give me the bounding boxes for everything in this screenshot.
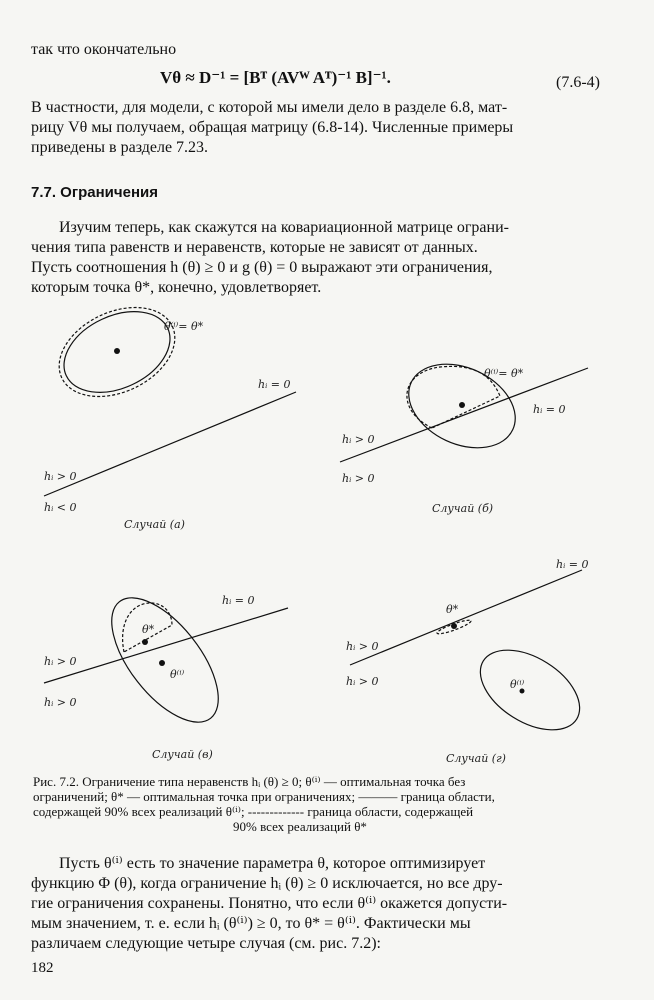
case-label: Случай (г) bbox=[446, 752, 506, 765]
paragraph-line: которым точка θ*, конечно, удовлетворяет. bbox=[31, 279, 322, 296]
paragraph-line: приведены в разделе 7.23. bbox=[31, 139, 209, 156]
theta-constrained-point bbox=[451, 623, 457, 629]
feasible-label: hᵢ > 0 bbox=[346, 640, 379, 653]
caption-line: 90% всех реализаций θ* bbox=[233, 819, 367, 834]
caption-line: ограничений; θ* — оптимальная точка при ограничениях; ——— граница области, bbox=[33, 789, 495, 804]
case-label: Случай (б) bbox=[432, 502, 494, 515]
constraint-line bbox=[350, 570, 582, 665]
paragraph-3 bbox=[31, 854, 605, 954]
infeasible-label: hᵢ < 0 bbox=[44, 501, 77, 514]
caption-line: содержащей 90% всех реализаций θ⁽ⁱ⁾; ------------- граница области, содержащей bbox=[33, 804, 474, 819]
constraint-equal-label: hᵢ = 0 bbox=[258, 378, 291, 391]
theta-optimum-point bbox=[159, 660, 165, 666]
theta-i-label: θ⁽ⁱ⁾ bbox=[510, 678, 525, 691]
feasible-label: hᵢ > 0 bbox=[342, 472, 375, 485]
constraint-equal-label: hᵢ = 0 bbox=[533, 403, 566, 416]
feasible-label: hᵢ > 0 bbox=[44, 655, 77, 668]
paragraph-line: Пусть θ⁽ⁱ⁾ есть то значение параметра θ, которое оптимизирует bbox=[59, 855, 486, 872]
paragraph-line: Изучим теперь, как скажутся на ковариационной матрице ограни- bbox=[59, 219, 509, 236]
feasible-label: hᵢ > 0 bbox=[346, 675, 379, 688]
theta-constrained-point bbox=[142, 639, 148, 645]
figure-caption bbox=[33, 774, 605, 834]
case-label: Случай (а) bbox=[124, 518, 185, 531]
paragraph-line: гие ограничения сохранены. Понятно, что если θ⁽ⁱ⁾ окажется допусти- bbox=[31, 895, 508, 912]
paragraph-line: чения типа равенств и неравенств, которые не зависят от данных. bbox=[31, 239, 478, 256]
paragraph-line: В частности, для модели, с которой мы имели дело в разделе 6.8, мат- bbox=[31, 99, 508, 116]
theta-star-label: θ* bbox=[142, 623, 155, 636]
paragraph-line: Пусть соотношения h (θ) ≥ 0 и g (θ) = 0 выражают эти ограничения, bbox=[31, 259, 493, 276]
section-title: 7.7. Ограничения bbox=[31, 184, 158, 201]
theta-optimum-point bbox=[114, 348, 120, 354]
paragraph-line: мым значением, т. е. если hᵢ (θ⁽ⁱ⁾) ≥ 0, то θ* = θ⁽ⁱ⁾. Фактически мы bbox=[31, 915, 471, 932]
theta-label: θ⁽ⁱ⁾= θ* bbox=[484, 367, 524, 380]
page-number: 182 bbox=[31, 960, 54, 976]
panel-d bbox=[350, 570, 594, 746]
feasible-label: hᵢ > 0 bbox=[44, 470, 77, 483]
theta-star-label: θ* bbox=[446, 603, 459, 616]
constraint-line bbox=[44, 392, 296, 496]
paragraph-line: различаем следующие четыре случая (см. рис. 7.2): bbox=[31, 935, 381, 952]
theta-label: θ⁽ⁱ⁾= θ* bbox=[164, 320, 204, 333]
theta-i-label: θ⁽ⁱ⁾ bbox=[170, 668, 185, 681]
formula-number: (7.6-4) bbox=[556, 74, 600, 91]
paragraph-line: функцию Φ (θ), когда ограничение hᵢ (θ) ≥ 0 исключается, но все дру- bbox=[31, 875, 503, 892]
caption-line: Рис. 7.2. Ограничение типа неравенств hᵢ (θ) ≥ 0; θ⁽ⁱ⁾ — оптимальная точка без bbox=[33, 774, 466, 789]
region-90-unconstrained bbox=[466, 634, 593, 747]
constraint-line bbox=[44, 608, 288, 683]
region-90-unconstrained bbox=[92, 580, 238, 740]
constraint-equal-label: hᵢ = 0 bbox=[222, 594, 255, 607]
feasible-label: hᵢ > 0 bbox=[44, 696, 77, 709]
feasible-label: hᵢ > 0 bbox=[342, 433, 375, 446]
intro-line: так что окончательно bbox=[31, 41, 177, 58]
formula: Vθ ≈ D⁻¹ = [Bᵀ (AVᵂ Aᵀ)⁻¹ B]⁻¹. bbox=[160, 68, 391, 87]
constraint-equal-label: hᵢ = 0 bbox=[556, 558, 589, 571]
case-label: Случай (в) bbox=[152, 748, 213, 761]
paragraph-line: рицу Vθ мы получаем, обращая матрицу (6.8-14). Численные примеры bbox=[31, 119, 514, 136]
theta-optimum-point bbox=[459, 402, 465, 408]
